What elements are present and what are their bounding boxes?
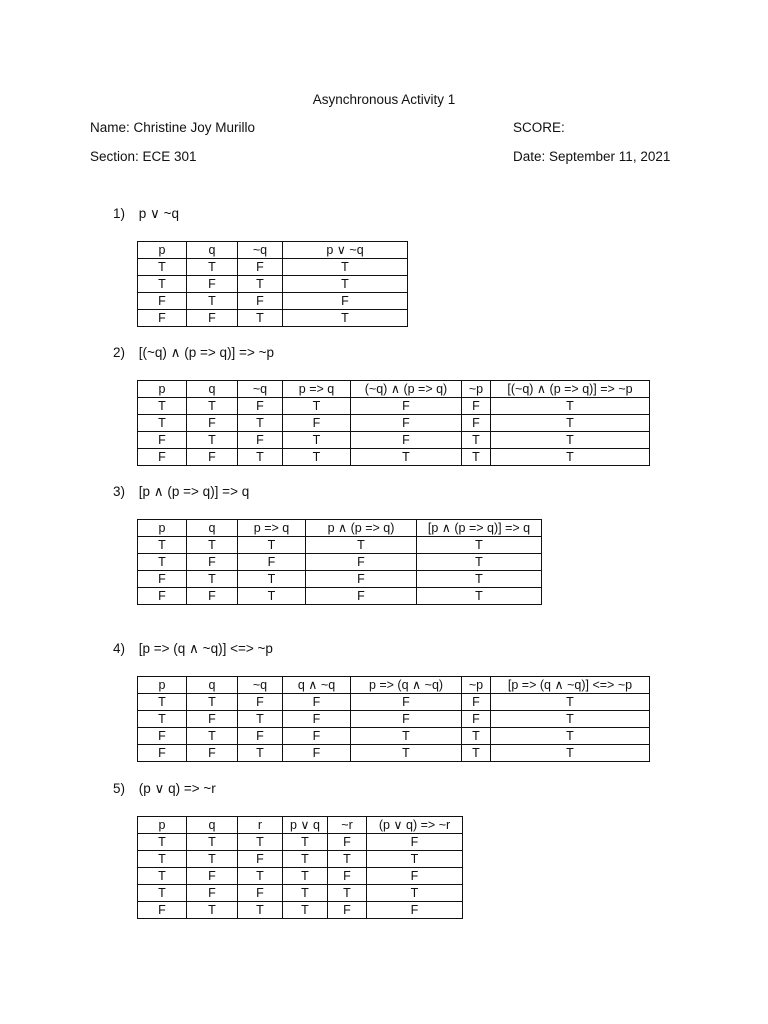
problem-expression: [p ∧ (p => q)] => q [138, 484, 250, 499]
column-header: q [187, 520, 238, 537]
column-header: [(~q) ∧ (p => q)] => ~p [491, 381, 650, 398]
table-cell: F [138, 745, 187, 762]
table-cell: T [283, 851, 328, 868]
problem-number: 4) [113, 641, 126, 656]
column-header: p ∧ (p => q) [306, 520, 417, 537]
table-cell: F [138, 902, 187, 919]
table-cell: T [491, 745, 650, 762]
table-cell: F [238, 259, 283, 276]
table-cell: F [283, 415, 351, 432]
problem-number: 5) [113, 781, 126, 796]
table-cell: T [351, 728, 462, 745]
table-cell: F [187, 310, 238, 327]
table-row [138, 415, 650, 432]
table-row [138, 711, 650, 728]
table-cell: T [138, 885, 187, 902]
column-header: p [138, 677, 187, 694]
table-row [138, 432, 650, 449]
table-cell: F [238, 885, 283, 902]
truth-table-1 [137, 241, 408, 327]
table-cell: T [462, 728, 491, 745]
table-cell: F [238, 851, 283, 868]
column-header: ~p [462, 677, 491, 694]
table-cell: T [462, 432, 491, 449]
table-cell: F [351, 432, 462, 449]
problem-number: 1) [113, 206, 126, 221]
table-header-row [138, 242, 408, 259]
table-cell: T [417, 588, 542, 605]
table-cell: F [351, 694, 462, 711]
table-cell: T [187, 834, 238, 851]
table-cell: F [238, 554, 306, 571]
table-cell: T [491, 711, 650, 728]
table-row [138, 276, 408, 293]
table-cell: F [138, 432, 187, 449]
column-header: (~q) ∧ (p => q) [351, 381, 462, 398]
table-row [138, 728, 650, 745]
table-cell: F [328, 834, 367, 851]
table-row [138, 851, 463, 868]
table-cell: T [238, 571, 306, 588]
table-cell: T [417, 554, 542, 571]
table-cell: T [138, 415, 187, 432]
table-cell: T [138, 694, 187, 711]
table-cell: T [491, 432, 650, 449]
table-cell: F [283, 745, 351, 762]
table-cell: T [328, 885, 367, 902]
table-row [138, 554, 542, 571]
column-header: p [138, 520, 187, 537]
column-header: p [138, 242, 187, 259]
table-cell: T [283, 276, 408, 293]
table-cell: T [187, 293, 238, 310]
table-cell: F [187, 449, 238, 466]
table-cell: F [462, 415, 491, 432]
table-cell: T [283, 449, 351, 466]
table-cell: F [328, 902, 367, 919]
truth-table-5 [137, 816, 463, 919]
table-header-row [138, 381, 650, 398]
table-cell: T [238, 711, 283, 728]
problem-5-heading [113, 781, 216, 797]
column-header: q [187, 677, 238, 694]
table-row [138, 259, 408, 276]
table-cell: F [187, 745, 238, 762]
table-cell: T [238, 588, 306, 605]
table-cell: F [238, 728, 283, 745]
table-cell: T [238, 310, 283, 327]
table-cell: T [238, 834, 283, 851]
table-cell: F [351, 398, 462, 415]
score-label: SCORE: [513, 120, 565, 135]
table-cell: F [328, 868, 367, 885]
problem-expression: (p ∨ q) => ~r [138, 781, 216, 796]
table-cell: F [351, 415, 462, 432]
column-header: p ∨ q [283, 817, 328, 834]
table-cell: T [238, 868, 283, 885]
table-row [138, 449, 650, 466]
problem-expression: [p => (q ∧ ~q)] <=> ~p [138, 641, 273, 656]
table-cell: F [306, 554, 417, 571]
table-cell: T [367, 851, 463, 868]
column-header: q ∧ ~q [283, 677, 351, 694]
table-cell: T [238, 902, 283, 919]
column-header: (p ∨ q) => ~r [367, 817, 463, 834]
table-cell: F [462, 694, 491, 711]
table-cell: F [367, 868, 463, 885]
table-cell: T [187, 728, 238, 745]
table-row [138, 571, 542, 588]
column-header: r [238, 817, 283, 834]
table-cell: T [238, 537, 306, 554]
table-row [138, 868, 463, 885]
table-row [138, 293, 408, 310]
table-cell: F [283, 728, 351, 745]
table-cell: T [138, 259, 187, 276]
table-cell: T [138, 711, 187, 728]
table-cell: T [187, 259, 238, 276]
table-cell: F [367, 834, 463, 851]
table-row [138, 588, 542, 605]
table-cell: T [417, 571, 542, 588]
table-cell: T [491, 728, 650, 745]
table-cell: F [238, 398, 283, 415]
table-cell: T [491, 415, 650, 432]
table-cell: T [417, 537, 542, 554]
column-header: ~r [328, 817, 367, 834]
table-row [138, 310, 408, 327]
problem-number: 2) [113, 345, 126, 360]
table-cell: T [351, 449, 462, 466]
table-cell: T [187, 398, 238, 415]
column-header: ~p [462, 381, 491, 398]
table-cell: F [367, 902, 463, 919]
problem-number: 3) [113, 484, 126, 499]
column-header: p => q [238, 520, 306, 537]
table-cell: F [306, 571, 417, 588]
problem-2-heading [113, 345, 274, 361]
table-header-row [138, 817, 463, 834]
column-header: p ∨ ~q [283, 242, 408, 259]
table-header-row [138, 520, 542, 537]
table-cell: F [283, 694, 351, 711]
table-cell: F [187, 885, 238, 902]
column-header: p => (q ∧ ~q) [351, 677, 462, 694]
table-cell: F [462, 711, 491, 728]
section-label: Section: ECE 301 [90, 149, 197, 164]
table-cell: T [138, 398, 187, 415]
table-cell: T [462, 449, 491, 466]
column-header: p [138, 817, 187, 834]
table-cell: T [283, 398, 351, 415]
table-cell: F [283, 711, 351, 728]
table-cell: T [491, 449, 650, 466]
table-cell: F [187, 868, 238, 885]
table-cell: F [187, 711, 238, 728]
column-header: q [187, 381, 238, 398]
table-row [138, 398, 650, 415]
table-cell: F [187, 554, 238, 571]
column-header: p => q [283, 381, 351, 398]
column-header: ~q [238, 677, 283, 694]
table-cell: T [187, 694, 238, 711]
table-cell: T [238, 415, 283, 432]
table-row [138, 694, 650, 711]
table-cell: F [462, 398, 491, 415]
table-cell: T [491, 694, 650, 711]
column-header: [p => (q ∧ ~q)] <=> ~p [491, 677, 650, 694]
table-cell: F [138, 293, 187, 310]
student-name: Name: Christine Joy Murillo [90, 120, 256, 135]
problem-4-heading [113, 641, 273, 657]
table-cell: T [283, 432, 351, 449]
table-cell: T [283, 902, 328, 919]
table-row [138, 902, 463, 919]
table-cell: F [187, 276, 238, 293]
table-cell: T [187, 571, 238, 588]
table-cell: T [187, 432, 238, 449]
table-cell: F [238, 694, 283, 711]
truth-table-2 [137, 380, 650, 466]
column-header: ~q [238, 242, 283, 259]
table-cell: F [238, 432, 283, 449]
table-cell: F [187, 415, 238, 432]
table-cell: T [283, 885, 328, 902]
table-cell: T [138, 554, 187, 571]
table-cell: F [306, 588, 417, 605]
table-cell: F [138, 571, 187, 588]
problem-expression: p ∨ ~q [138, 206, 180, 221]
table-cell: T [187, 851, 238, 868]
table-cell: T [283, 834, 328, 851]
table-cell: F [138, 588, 187, 605]
truth-table-4 [137, 676, 650, 762]
column-header: q [187, 817, 238, 834]
table-cell: T [491, 398, 650, 415]
table-row [138, 537, 542, 554]
table-cell: T [187, 902, 238, 919]
table-cell: T [283, 310, 408, 327]
page-title: Asynchronous Activity 1 [312, 92, 456, 107]
problem-1-heading [113, 206, 179, 222]
problem-expression: [(~q) ∧ (p => q)] => ~p [138, 345, 274, 360]
table-row [138, 885, 463, 902]
table-cell: T [462, 745, 491, 762]
table-header-row [138, 677, 650, 694]
table-cell: T [238, 745, 283, 762]
table-cell: T [306, 537, 417, 554]
table-cell: T [187, 537, 238, 554]
table-cell: T [283, 868, 328, 885]
table-cell: T [138, 851, 187, 868]
truth-table-3 [137, 519, 542, 605]
table-cell: F [283, 293, 408, 310]
table-cell: F [351, 711, 462, 728]
table-cell: T [138, 834, 187, 851]
column-header: p [138, 381, 187, 398]
table-cell: F [138, 449, 187, 466]
table-cell: T [238, 449, 283, 466]
table-cell: T [283, 259, 408, 276]
problem-3-heading [113, 484, 249, 500]
table-cell: T [138, 537, 187, 554]
table-cell: F [187, 588, 238, 605]
table-cell: F [138, 310, 187, 327]
table-cell: T [138, 276, 187, 293]
table-cell: T [367, 885, 463, 902]
column-header: [p ∧ (p => q)] => q [417, 520, 542, 537]
table-row [138, 834, 463, 851]
table-cell: T [328, 851, 367, 868]
table-cell: F [238, 293, 283, 310]
table-cell: T [351, 745, 462, 762]
table-cell: T [238, 276, 283, 293]
column-header: ~q [238, 381, 283, 398]
table-cell: F [138, 728, 187, 745]
table-cell: T [138, 868, 187, 885]
column-header: q [187, 242, 238, 259]
table-row [138, 745, 650, 762]
date-label: Date: September 11, 2021 [513, 149, 671, 164]
